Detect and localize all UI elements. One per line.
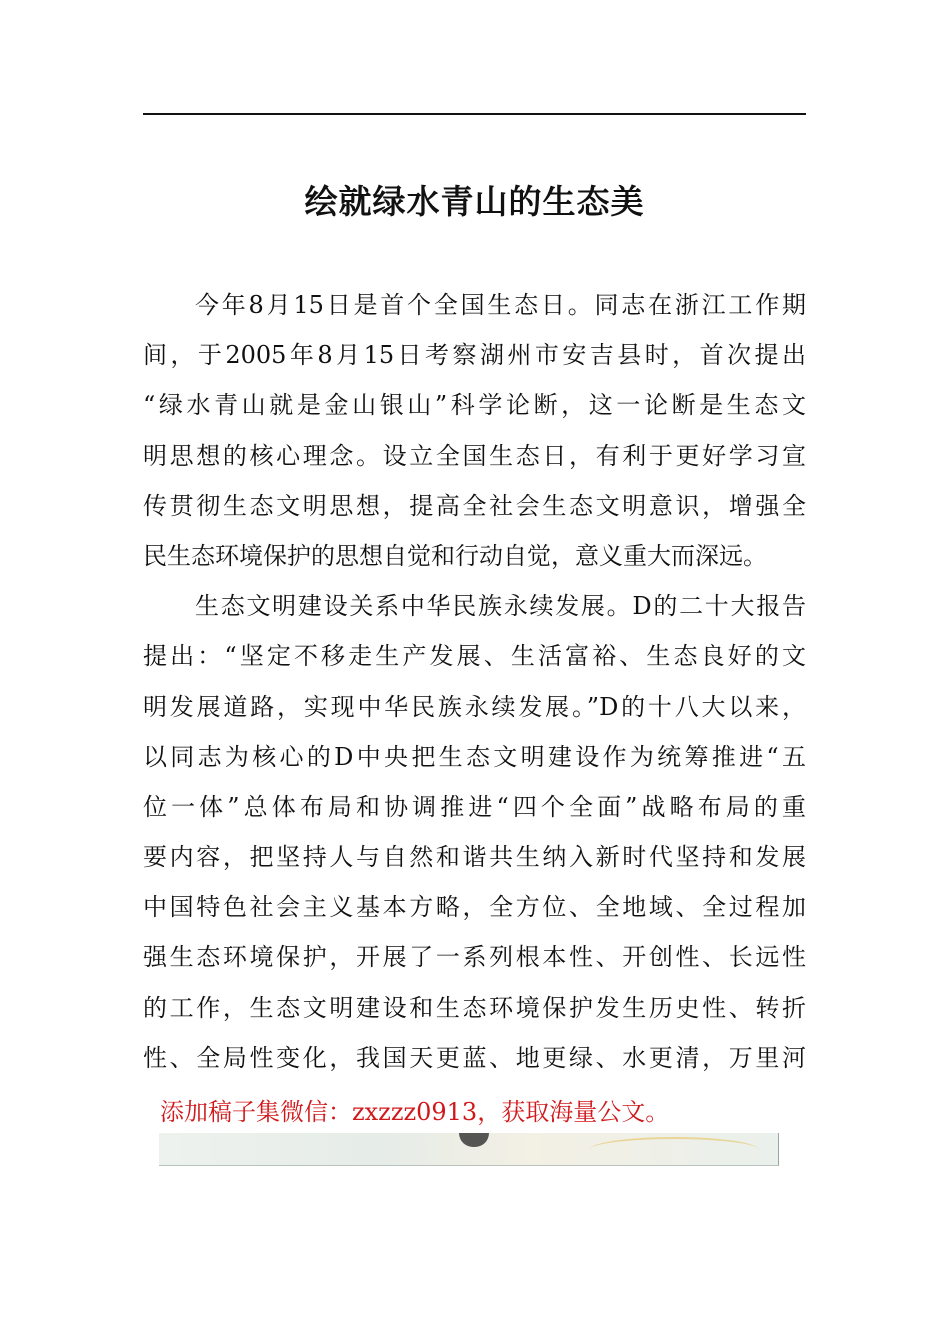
- banner-decoration: [589, 1137, 759, 1163]
- document-body: [143, 280, 806, 1083]
- paragraph-line: 民生态环境保护的思想自觉和行动自觉，意义重大而深远。: [143, 541, 767, 570]
- paragraph-line: 间，于2005年8月15日考察湖州市安吉县时，首次提出: [143, 341, 806, 370]
- paragraph-line: 明发展道路，实现中华民族永续发展。”D的十八大以来，: [143, 692, 806, 721]
- paragraph-line: 要内容，把坚持人与自然和谐共生纳入新时代坚持和发展: [143, 843, 806, 872]
- paragraph-line: 生态文明建设关系中华民族永续发展。D的二十大报告: [195, 592, 806, 621]
- paragraph-line: 性、全局性变化，我国天更蓝、地更绿、水更清，万里河: [143, 1043, 806, 1072]
- paragraph-line: 今年8月15日是首个全国生态日。同志在浙江工作期: [195, 291, 806, 319]
- banner-logo-mark: [459, 1133, 489, 1147]
- paragraph-line: 中国特色社会主义基本方略，全方位、全地域、全过程加: [143, 893, 806, 922]
- paragraph-line: 的工作，生态文明建设和生态环境保护发生历史性、转折: [143, 993, 806, 1022]
- promo-text: 添加稿子集微信：zxzzz0913，获取海量公文。: [160, 1098, 670, 1126]
- paragraph-line: “绿水青山就是金山银山”科学论断，这一论断是生态文: [143, 391, 806, 420]
- paragraph-line: 传贯彻生态文明思想，提高全社会生态文明意识，增强全: [143, 491, 806, 520]
- paragraph-line: 提出：“坚定不移走生产发展、生活富裕、生态良好的文: [143, 642, 806, 671]
- paragraph-line: 明思想的核心理念。设立全国生态日，有利于更好学习宣: [143, 441, 806, 470]
- promo-banner-image: [159, 1133, 779, 1166]
- header-rule: [143, 113, 806, 115]
- paragraph-line: 强生态环境保护，开展了一系列根本性、开创性、长远性: [143, 943, 806, 972]
- paragraph-line: 位一体”总体布局和协调推进“四个全面”战略布局的重: [143, 792, 806, 821]
- paragraph-line: 以同志为核心的D中央把生态文明建设作为统筹推进“五: [143, 742, 806, 771]
- document-title: 绘就绿水青山的生态美: [304, 182, 645, 221]
